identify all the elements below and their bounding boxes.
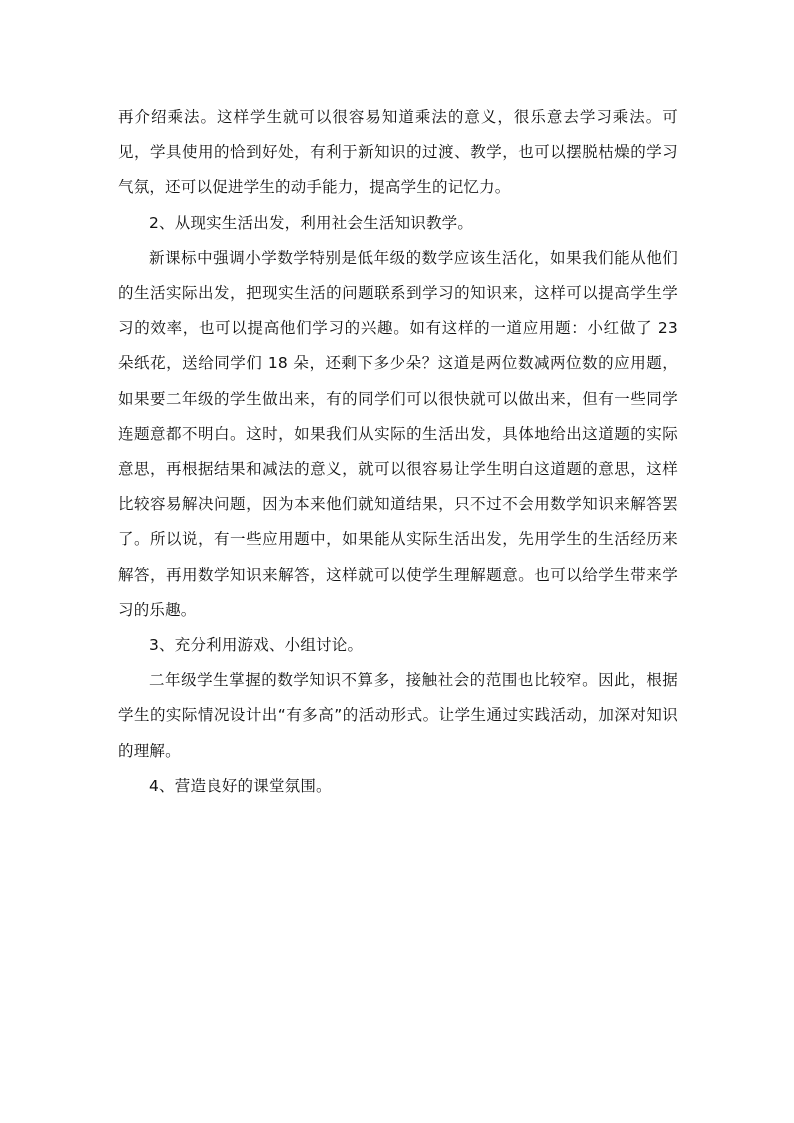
paragraph-real-life-teaching: 新课标中强调小学数学特别是低年级的数学应该生活化，如果我们能从他们的生活实际出发，把现实生活的问题联系到学习的知识来，这样可以提高学生学习的效率，也可以提高他们学习的兴趣。如有这样的一道应用题：小红做了 23 朵纸花，送给同学们 18 朵，还剩下多少朵？这道是两位数减两位数的应用题，如果要二年级的学生做出来，有的同学们可以很快就可以做出来，但有一些同学连题意都不明白。这时，如果我们从实际的生活出发，具体地给出这道题的实际意思，再根据结果和减法的意义，就可以很容易让学生明白这道题的意思，这样比较容易解决问题，因为本来他们就知道结果，只不过不会用数学知识来解答罢了。所以说，有一些应用题中，如果能从实际生活出发，先用学生的生活经历来解答，再用数学知识来解答，这样就可以使学生理解题意。也可以给学生带来学习的乐趣。 (118, 248, 678, 619)
paragraph-activity-design: 二年级学生掌握的数学知识不算多，接触社会的范围也比较窄。因此，根据学生的实际情况设计出“有多高”的活动形式。让学生通过实践活动，加深对知识的理解。 (118, 671, 678, 760)
section-heading-classroom-atmosphere: 4、营造良好的课堂氛围。 (149, 776, 332, 795)
section-heading-real-life: 2、从现实生活出发，利用社会生活知识教学。 (149, 213, 474, 232)
document-body (118, 100, 678, 804)
paragraph-multiplication-conclusion: 再介绍乘法。这样学生就可以很容易知道乘法的意义，很乐意去学习乘法。可见，学具使用的恰到好处，有利于新知识的过渡、教学，也可以摆脱枯燥的学习气氛，还可以促进学生的动手能力，提高学生的记忆力。 (118, 108, 678, 197)
section-heading-games-discussion: 3、充分利用游戏、小组讨论。 (149, 636, 364, 655)
